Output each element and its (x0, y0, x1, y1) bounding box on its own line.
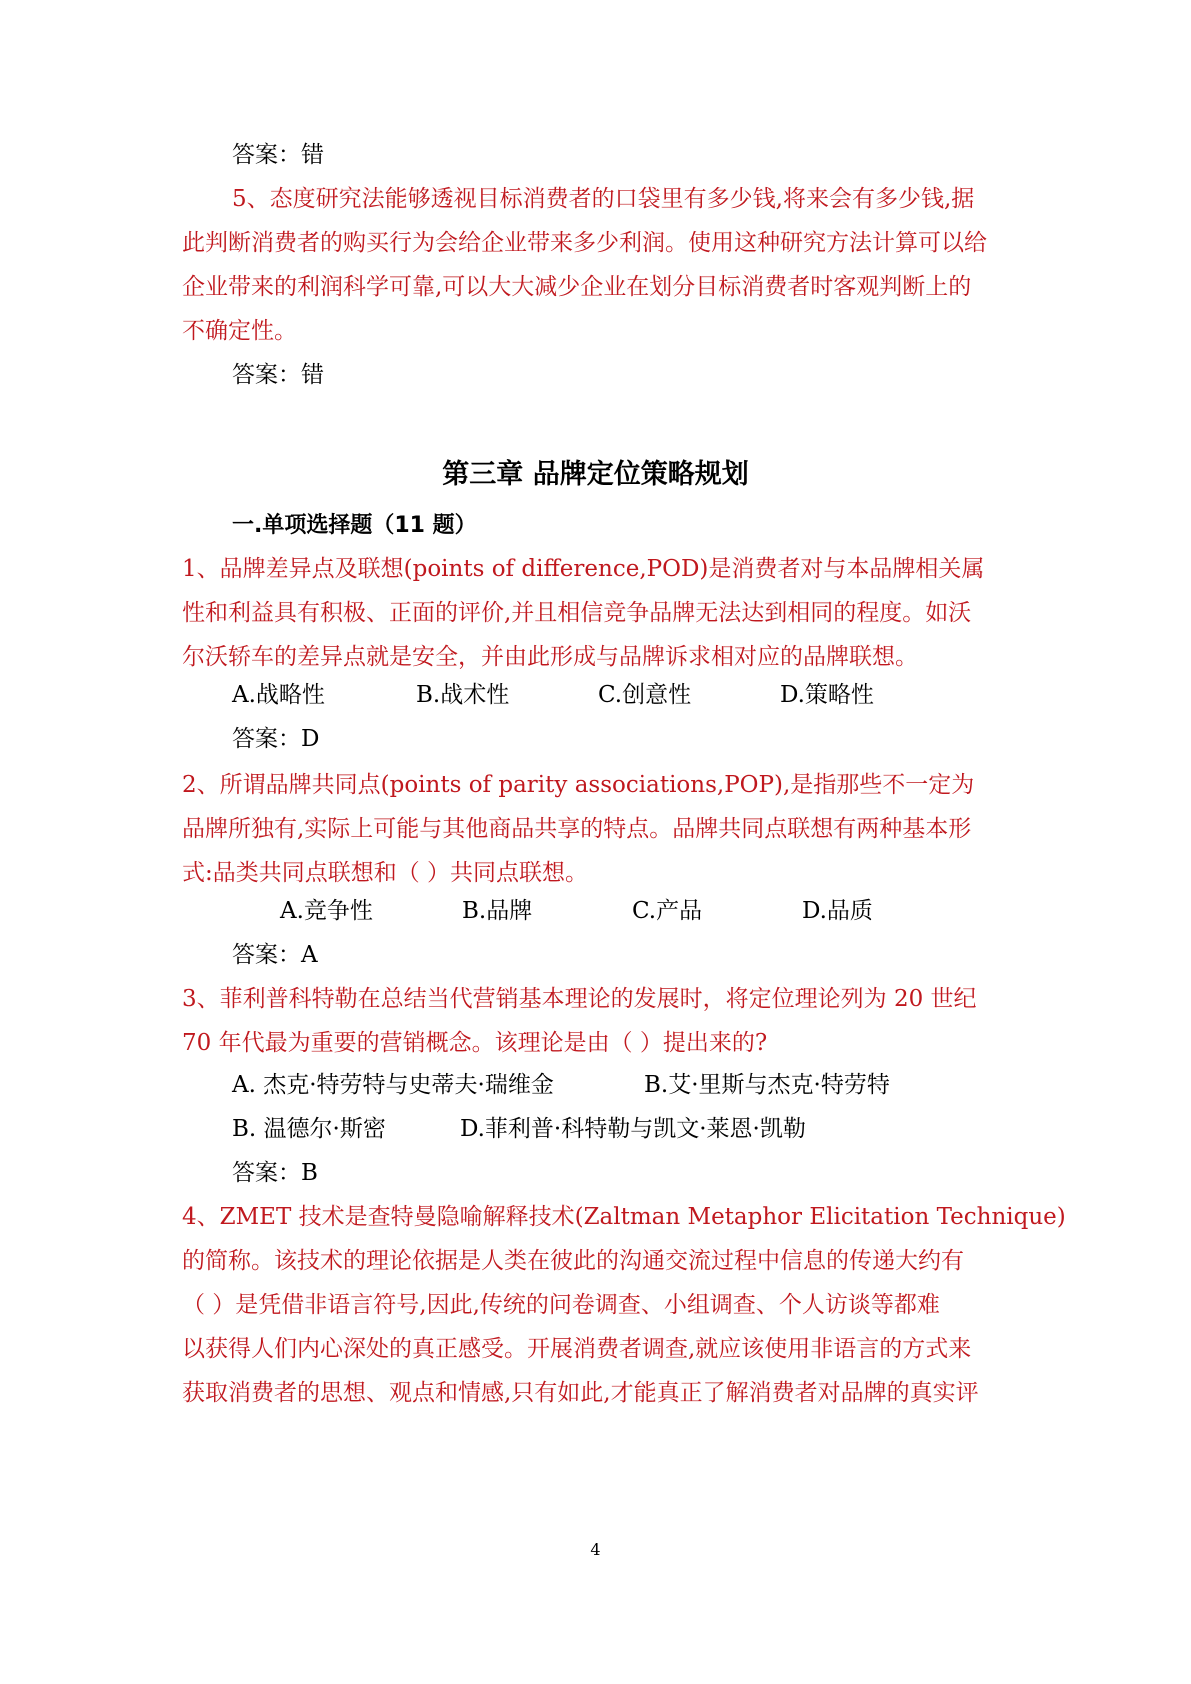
question-1-options (232, 680, 1032, 710)
question-2-line-1: 2、所谓品牌共同点(points of parity associations,POP),是指那些不一定为 (182, 772, 975, 798)
option-a: A. 杰克·特劳特与史蒂夫·瑞维金 (232, 1072, 554, 1098)
question-4-line-5: 获取消费者的思想、观点和情感,只有如此,才能真正了解消费者对品牌的真实评 (182, 1380, 979, 1406)
answer-q2: 答案：A (232, 942, 318, 968)
option-d: D.菲利普·科特勒与凯文·莱恩·凯勒 (460, 1116, 806, 1142)
option-a: A.竞争性 (280, 898, 373, 924)
question-1-line-3: 尔沃轿车的差异点就是安全，并由此形成与品牌诉求相对应的品牌联想。 (182, 644, 918, 670)
option-c: C.创意性 (598, 682, 692, 708)
section-title: 一.单项选择题（11 题） (232, 513, 477, 538)
answer-q1: 答案：D (232, 726, 320, 752)
question-5-line-3: 企业带来的利润科学可靠,可以大大减少企业在划分目标消费者时客观判断上的 (182, 274, 972, 300)
question-2-options (280, 896, 1030, 926)
option-a: A.战略性 (232, 682, 325, 708)
question-1-line-2: 性和利益具有积极、正面的评价,并且相信竞争品牌无法达到相同的程度。如沃 (182, 600, 972, 626)
option-b-alt: B. 温德尔·斯密 (232, 1116, 386, 1142)
question-2-line-2: 品牌所独有,实际上可能与其他商品共享的特点。品牌共同点联想有两种基本形 (182, 816, 972, 842)
option-c: C.产品 (632, 898, 703, 924)
question-3-line-2: 70 年代最为重要的营销概念。该理论是由（ ）提出来的? (182, 1030, 768, 1056)
question-3-line-1: 3、菲利普科特勒在总结当代营销基本理论的发展时，将定位理论列为 20 世纪 (182, 986, 977, 1012)
question-5-line-4: 不确定性。 (182, 318, 297, 344)
question-4-line-4: 以获得人们内心深处的真正感受。开展消费者调查,就应该使用非语言的方式来 (182, 1336, 972, 1362)
option-d: D.策略性 (780, 682, 874, 708)
question-4-line-2: 的简称。该技术的理论依据是人类在彼此的沟通交流过程中信息的传递大约有 (182, 1248, 964, 1274)
question-4-line-1: 4、ZMET 技术是查特曼隐喻解释技术(Zaltman Metaphor Elicitation Technique) (182, 1204, 1066, 1230)
page-number: 4 (590, 1540, 601, 1559)
option-b: B.品牌 (462, 898, 533, 924)
option-d: D.品质 (802, 898, 873, 924)
chapter-title: 第三章 品牌定位策略规划 (442, 459, 749, 490)
answer-prev-q4: 答案：错 (232, 142, 324, 168)
question-3-options-row-1 (232, 1070, 1032, 1100)
question-4-line-3: （ ）是凭借非语言符号,因此,传统的问卷调查、小组调查、个人访谈等都难 (182, 1292, 940, 1318)
option-b: B.战术性 (416, 682, 510, 708)
answer-q3: 答案：B (232, 1160, 318, 1186)
question-1-line-1: 1、品牌差异点及联想(points of difference,POD)是消费者对与本品牌相关属 (182, 556, 985, 582)
question-3-options-row-2 (232, 1114, 1032, 1144)
question-5-line-2: 此判断消费者的购买行为会给企业带来多少利润。使用这种研究方法计算可以给 (182, 230, 987, 256)
option-b: B.艾·里斯与杰克·特劳特 (644, 1072, 890, 1098)
question-5-line-1: 5、态度研究法能够透视目标消费者的口袋里有多少钱,将来会有多少钱,据 (232, 186, 975, 212)
answer-prev-q5: 答案：错 (232, 362, 324, 388)
question-2-line-3: 式:品类共同点联想和（ ）共同点联想。 (182, 860, 589, 886)
